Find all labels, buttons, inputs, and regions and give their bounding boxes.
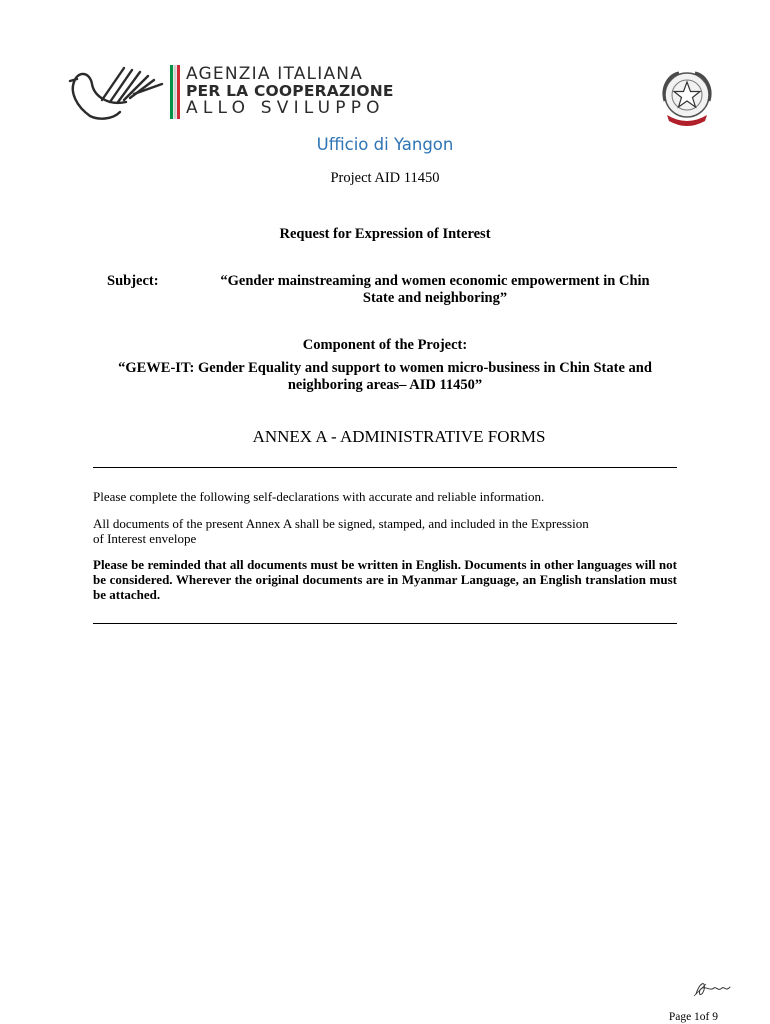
instruction-paragraph-1: Please complete the following self-declarations with accurate and reliable information. [93, 489, 545, 504]
handwritten-signature-icon [692, 976, 734, 1000]
instruction-paragraph-2 [93, 516, 677, 546]
agency-name [186, 66, 394, 117]
component-label: Component of the Project: [302, 337, 468, 353]
office-title: Ufficio di Yangon [316, 135, 454, 154]
subject-line2: State and neighboring” [362, 289, 508, 306]
language-notice-paragraph: Please be reminded that all documents must be written in English. Documents in other languages will not be considered. Wherever the original documents are in Myanmar Language, an English translation must be attached. [93, 557, 677, 602]
component-line1: “GEWE-IT: Gender Equality and support to women micro-business in Chin State and [118, 360, 652, 376]
component-line2: neighboring areas– AID 11450” [287, 376, 483, 393]
annex-title: ANNEX A - ADMINISTRATIVE FORMS [252, 427, 546, 446]
divider-bottom [93, 623, 677, 624]
instruction-paragraph-2-line2: of Interest envelope [93, 531, 197, 546]
agency-name-line2: PER LA COOPERAZIONE [186, 82, 394, 100]
project-reference: Project AID 11450 [330, 170, 440, 186]
instruction-paragraph-2-line1: All documents of the present Annex A shall be signed, stamped, and included in the Expression [93, 516, 589, 531]
subject-text [200, 273, 670, 306]
tricolour-stripes-icon [170, 65, 180, 119]
dove-logo-icon [68, 62, 166, 124]
request-title: Request for Expression of Interest [279, 226, 491, 242]
divider-top [93, 467, 677, 468]
agency-name-line1: AGENZIA ITALIANA [186, 64, 364, 84]
subject-line1: “Gender mainstreaming and women economic empowerment in Chin [220, 273, 650, 289]
component-text [92, 360, 678, 393]
subject-label: Subject: [107, 273, 159, 289]
italian-republic-emblem-icon [655, 65, 719, 129]
agency-name-line3: ALLO SVILUPPO [186, 98, 385, 118]
page-number: Page 1of 9 [668, 1011, 718, 1023]
